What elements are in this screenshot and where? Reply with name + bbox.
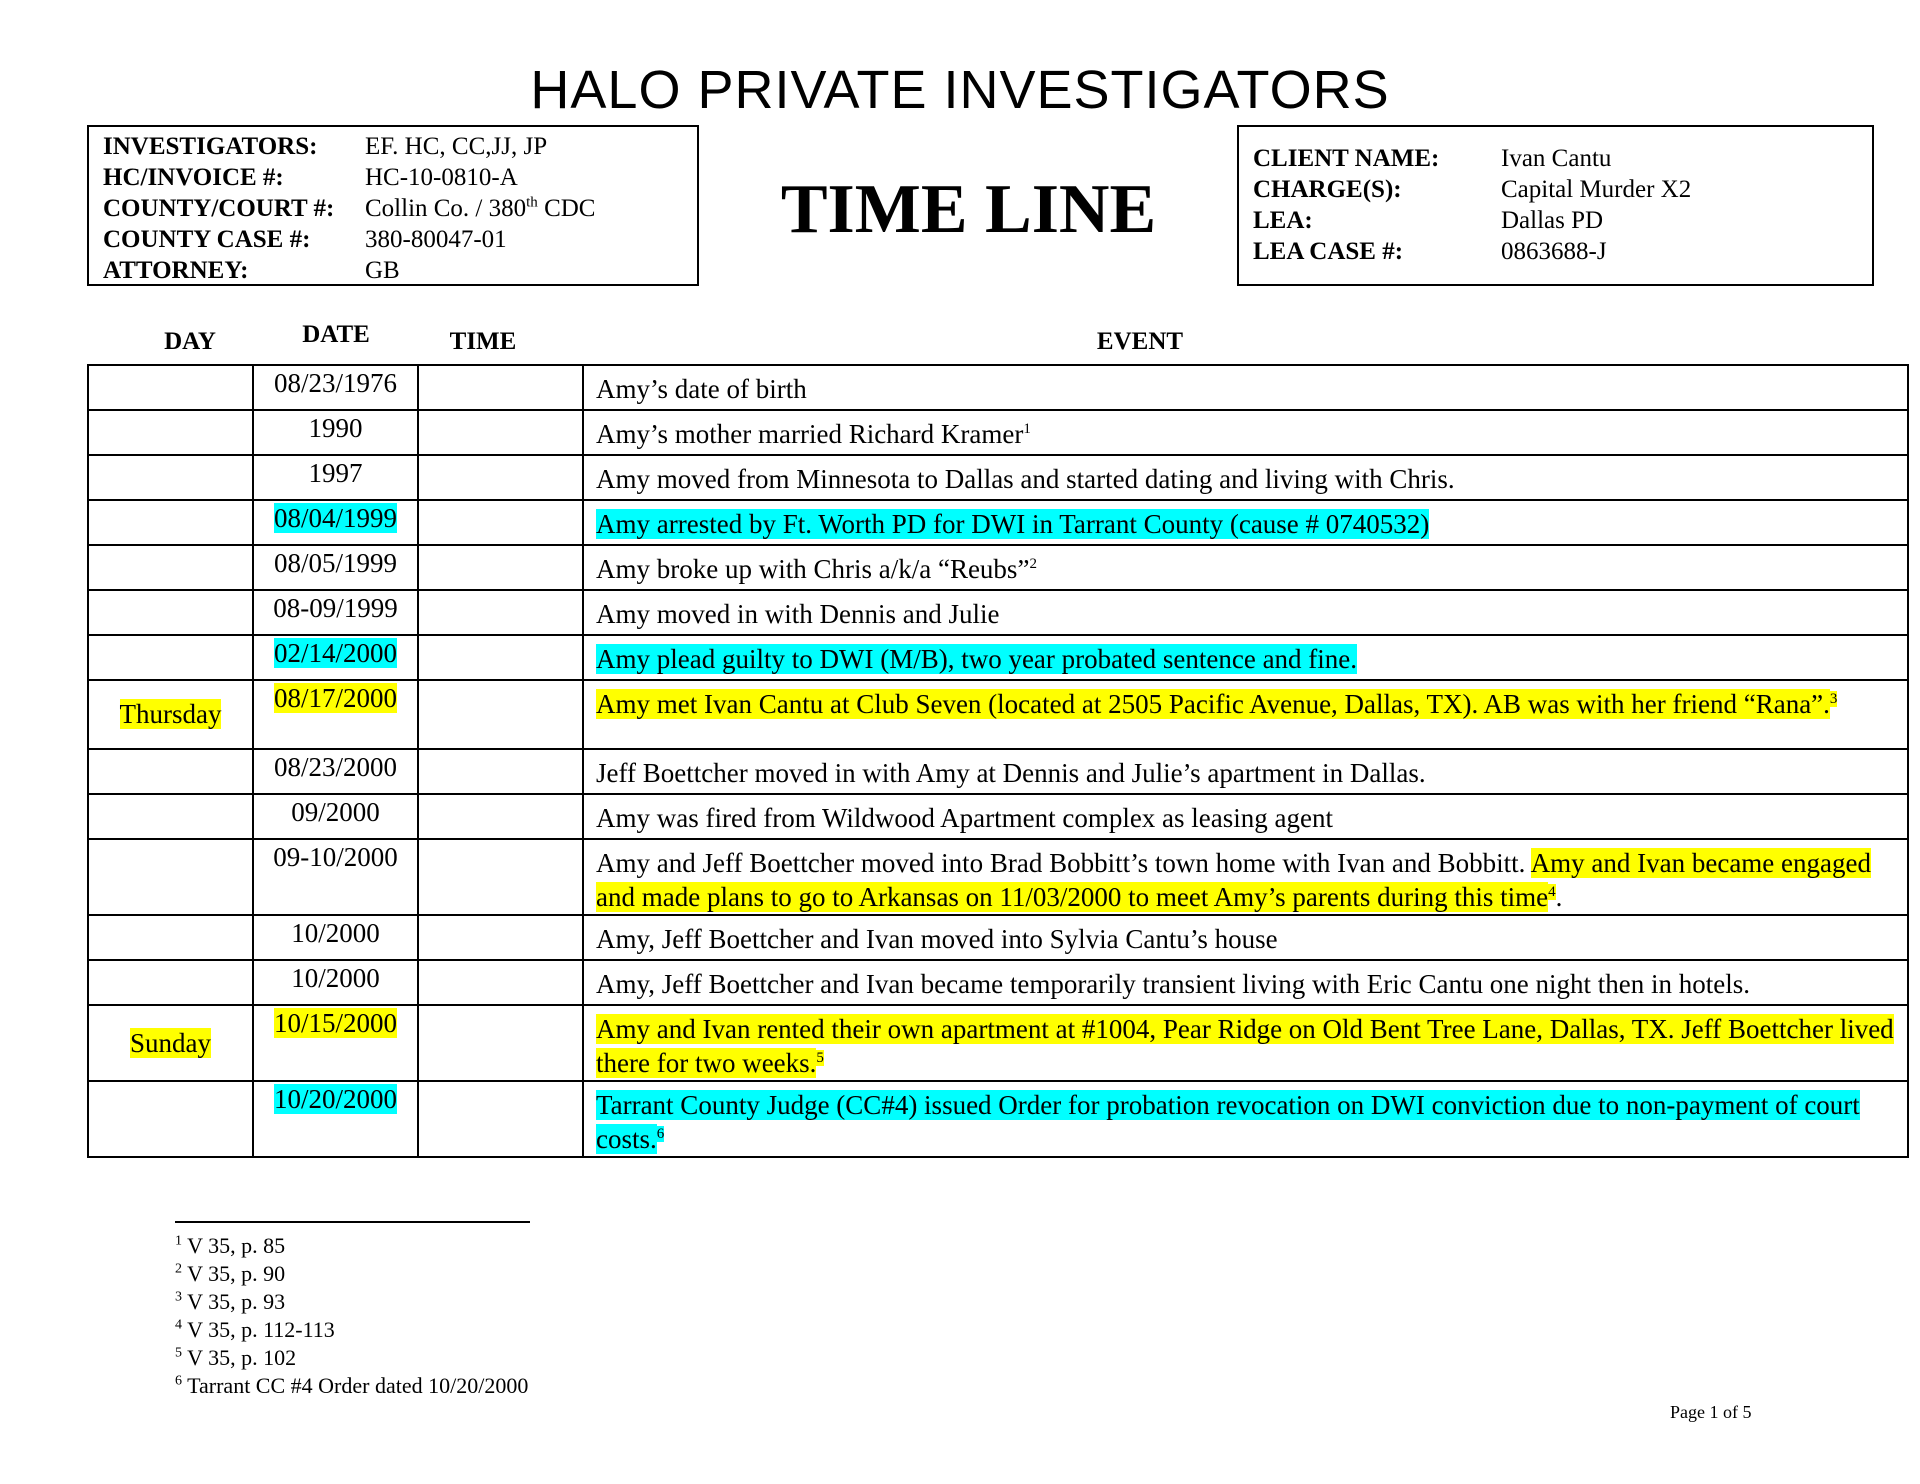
cell-day [88,794,253,839]
date-text: 08-09/1999 [273,593,398,623]
table-row [88,410,1908,455]
footnotes [175,1232,528,1400]
table-row [88,590,1908,635]
cell-date [253,915,418,960]
cell-time [418,410,583,455]
client-info-box [1237,125,1874,286]
lea-row [1253,205,1872,236]
court-label: COUNTY/COURT #: [103,195,335,222]
client-row [1253,143,1872,174]
cell-date [253,410,418,455]
investigators-row [103,131,697,162]
footnote-text: V 35, p. 85 [187,1233,286,1258]
footnote-ref: 5 [816,1050,824,1066]
client-value: Ivan Cantu [1501,145,1612,172]
event-text: Amy, Jeff Boettcher and Ivan moved into Sylvia Cantu’s house [596,924,1278,954]
cell-event [583,545,1908,590]
court-row [103,193,697,224]
case-info-box [87,125,699,286]
cell-day [88,410,253,455]
page-number: Page 1 of 5 [1670,1402,1752,1422]
date-text: 10/2000 [291,963,380,993]
cell-event [583,455,1908,500]
invoice-label: HC/INVOICE #: [103,164,284,191]
cell-day [88,590,253,635]
cell-date [253,590,418,635]
footnote-item [175,1344,528,1372]
cell-day [88,455,253,500]
cell-event [583,635,1908,680]
date-text: 1990 [308,413,363,443]
date-text: 02/14/2000 [273,638,397,668]
cell-date [253,839,418,915]
event-text: Amy was fired from Wildwood Apartment complex as leasing agent [596,803,1333,833]
footnote-ref: 4 [1548,884,1556,900]
table-row [88,960,1908,1005]
date-text: 08/04/1999 [273,503,397,533]
cell-time [418,794,583,839]
date-text: 08/23/1976 [273,368,397,398]
event-text: Amy moved from Minnesota to Dallas and started dating and living with Chris. [596,464,1455,494]
footnote-ref: 1 [1023,421,1031,437]
table-row [88,915,1908,960]
cell-day [88,635,253,680]
lea-value: Dallas PD [1501,207,1604,234]
day-text: Sunday [130,1027,211,1058]
cell-event [583,680,1908,749]
cell-event [583,839,1908,915]
table-row [88,500,1908,545]
footnote-text: V 35, p. 112-113 [187,1317,335,1342]
invoice-row [103,162,697,193]
cell-time [418,635,583,680]
company-name: HALO PRIVATE INVESTIGATORS [530,60,1390,120]
cell-date [253,794,418,839]
cell-event [583,960,1908,1005]
cell-time [418,960,583,1005]
column-header-event: EVENT [1096,328,1184,355]
event-text: Tarrant County Judge (CC#4) issued Order for probation revocation on DWI conviction due to non-payment of court costs. [596,1090,1860,1154]
cell-date [253,635,418,680]
cell-date [253,1081,418,1157]
cell-date [253,960,418,1005]
charges-label: CHARGE(S): [1253,176,1402,203]
county-case-label: COUNTY CASE #: [103,226,311,253]
event-text: Amy’s mother married Richard Kramer [596,419,1024,449]
cell-day [88,960,253,1005]
table-row [88,839,1908,915]
lea-case-value: 0863688-J [1501,238,1607,265]
cell-day [88,1081,253,1157]
cell-day [88,500,253,545]
cell-time [418,545,583,590]
event-text: Amy arrested by Ft. Worth PD for DWI in Tarrant County (cause # 0740532) [596,509,1430,539]
invoice-value: HC-10-0810-A [365,164,518,191]
county-case-value: 380-80047-01 [365,226,507,253]
table-row [88,545,1908,590]
timeline-table [87,364,1909,1158]
attorney-label: ATTORNEY: [103,257,249,284]
cell-date [253,545,418,590]
cell-day [88,915,253,960]
column-header-date: DATE [302,321,370,348]
date-text: 09-10/2000 [273,842,398,872]
table-row [88,635,1908,680]
attorney-value: GB [365,257,400,284]
cell-day [88,749,253,794]
footnote-ref: 6 [656,1126,665,1142]
footnote-text: V 35, p. 93 [187,1289,286,1314]
investigators-label: INVESTIGATORS: [103,133,318,160]
date-text: 10/15/2000 [273,1008,397,1038]
footnote-ref: 3 [1829,691,1838,707]
event-text: Jeff Boettcher moved in with Amy at Dennis and Julie’s apartment in Dallas. [596,758,1426,788]
column-header-day: DAY [164,328,216,355]
event-text: Amy met Ivan Cantu at Club Seven (located at 2505 Pacific Avenue, Dallas, TX). AB was with her friend “Rana”. [596,689,1830,719]
cell-event [583,365,1908,410]
document-title: TIME LINE [780,171,1157,248]
cell-day [88,680,253,749]
cell-time [418,365,583,410]
cell-time [418,1005,583,1081]
cell-event [583,794,1908,839]
footnote-number: 6 [175,1373,182,1389]
table-row [88,1081,1908,1157]
cell-time [418,680,583,749]
cell-event [583,1005,1908,1081]
attorney-row [103,255,697,286]
table-row [88,1005,1908,1081]
footnote-text: V 35, p. 90 [187,1261,286,1286]
column-header-time: TIME [449,328,517,355]
table-row [88,794,1908,839]
lea-case-label: LEA CASE #: [1253,238,1404,265]
cell-event [583,915,1908,960]
cell-event [583,749,1908,794]
cell-time [418,749,583,794]
cell-event [583,500,1908,545]
timeline-body [88,365,1908,1157]
cell-time [418,455,583,500]
date-text: 09/2000 [291,797,380,827]
cell-time [418,915,583,960]
event-text: Amy moved in with Dennis and Julie [596,599,1000,629]
footnote-number: 4 [175,1317,182,1333]
cell-date [253,500,418,545]
cell-day [88,839,253,915]
table-row [88,365,1908,410]
table-row [88,455,1908,500]
event-text: Amy plead guilty to DWI (M/B), two year probated sentence and fine. [596,644,1358,674]
footnote-ref: 2 [1029,556,1037,572]
table-row [88,680,1908,749]
cell-time [418,1081,583,1157]
court-value: Collin Co. / 380th CDC [365,194,596,222]
cell-day [88,1005,253,1081]
cell-time [418,500,583,545]
cell-time [418,839,583,915]
event-text: Amy’s date of birth [596,374,807,404]
event-tail: . [1555,882,1563,912]
charges-value: Capital Murder X2 [1501,176,1692,203]
cell-event [583,410,1908,455]
event-text: Amy, Jeff Boettcher and Ivan became temporarily transient living with Eric Cantu one night then in hotels. [596,969,1750,999]
footnote-number: 1 [175,1233,182,1249]
date-text: 08/05/1999 [273,548,397,578]
event-text: Amy and Jeff Boettcher moved into Brad Bobbitt’s town home with Ivan and Bobbitt. [596,848,1531,878]
cell-date [253,365,418,410]
cell-date [253,455,418,500]
footnote-text: Tarrant CC #4 Order dated 10/20/2000 [187,1373,529,1398]
date-text: 08/17/2000 [273,683,397,713]
footnote-divider [175,1221,530,1223]
cell-day [88,365,253,410]
lea-case-row [1253,236,1872,267]
date-text: 1997 [308,458,363,488]
footnote-item [175,1372,528,1400]
client-label: CLIENT NAME: [1253,145,1440,172]
table-row [88,749,1908,794]
event-text-highlighted: Amy and Ivan became engaged and made plans to go to Arkansas on 11/03/2000 to meet Amy’s parents during this time [596,848,1871,912]
cell-date [253,680,418,749]
footnote-item [175,1260,528,1288]
day-text: Thursday [119,699,222,729]
cell-date [253,1005,418,1081]
cell-time [418,590,583,635]
investigators-value: EF. HC, CC,JJ, JP [365,133,548,160]
cell-event [583,590,1908,635]
footnote-text: V 35, p. 102 [187,1345,297,1370]
footnote-number: 3 [175,1289,182,1305]
date-text: 10/2000 [291,918,380,948]
cell-event [583,1081,1908,1157]
lea-label: LEA: [1253,207,1313,234]
footnote-item [175,1232,528,1260]
cell-date [253,749,418,794]
county-case-row [103,224,697,255]
footnote-item [175,1316,528,1344]
footnote-item [175,1288,528,1316]
footnote-number: 5 [175,1345,182,1361]
event-text: Amy and Ivan rented their own apartment at #1004, Pear Ridge on Old Bent Tree Lane, Dallas, TX. Jeff Boettcher lived there for two weeks. [596,1014,1894,1078]
date-text: 08/23/2000 [273,752,397,782]
date-text: 10/20/2000 [273,1084,397,1114]
charges-row [1253,174,1872,205]
cell-day [88,545,253,590]
event-text: Amy broke up with Chris a/k/a “Reubs” [596,554,1030,584]
footnote-number: 2 [175,1261,182,1277]
